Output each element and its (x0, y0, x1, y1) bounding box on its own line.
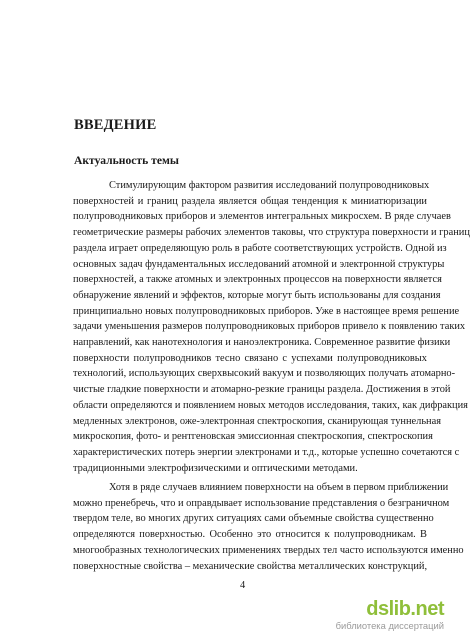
text-line: определяются поверхностью. Особенно это относится к полупроводникам. В (73, 529, 427, 541)
text-line: можно пренебречь, что и оправдывает использование представления о безграничном (73, 497, 450, 509)
text-line: полупроводниковых приборов и элементов интегральных микросхем. В ряде случаев (73, 211, 451, 223)
subsection-heading: Актуальность темы (74, 154, 179, 167)
text-line: области определяются и появлением новых методов исследования, таких, как дифракция (73, 399, 468, 411)
text-line: задачи уменьшения размеров полупроводниковых приборов привело к появлению таких (73, 321, 466, 333)
text-line: Стимулирующим фактором развития исследований полупроводниковых (109, 180, 430, 191)
text-line: поверхностные свойства – механические свойства металлических конструкций, (73, 560, 428, 572)
text-line: геометрические размеры рабочих элементов таковы, что структура поверхности и границ (73, 227, 470, 239)
text-line: поверхностей и границ раздела является общая тенденция к миниатюризации (73, 195, 427, 207)
page-number: 4 (240, 580, 246, 591)
watermark-logo: dslib.net (366, 598, 444, 620)
text-line: обнаружение явлений и эффектов, которые могут быть использованы для создания (73, 289, 441, 301)
text-line: поверхностей, а также атомных и электронных процессов на поверхности является (73, 274, 442, 286)
text-line: микроскопия, фото- и рентгеновская эмиссионная спектроскопия, спектроскопия (73, 431, 433, 443)
text-line: чистые гладкие поверхности и атомарно-резкие границы раздела. Достижения в этой (73, 384, 451, 396)
section-heading: ВВЕДЕНИЕ (74, 117, 157, 133)
text-line: основных задач фундаментальных исследований атомной и электронной структуры (73, 258, 445, 270)
watermark[interactable] (324, 598, 444, 632)
text-line: технологий, использующих сверхвысокий вакуум и позволяющих получать атомарно- (73, 368, 456, 380)
text-line: твердом теле, во многих других ситуациях сами объемные свойства существенно (73, 513, 434, 525)
text-line: принципиально новых полупроводниковых приборов. Уже в настоящее время решение (73, 305, 460, 317)
text-line: раздела играет определяющую роль в работе соответствующих устройств. Одной из (73, 242, 447, 254)
text-line: медленных электронов, оже-электронная спектроскопия, сканирующая туннельная (73, 415, 442, 427)
text-line: характеристических потерь энергии электронами и т.д., которые успешно сочетаются с (73, 446, 460, 458)
text-line: традиционными электрофизическими и оптическими методами. (73, 462, 358, 474)
text-line: направлений, как нанотехнология и наноэлектроника. Современное развитие физики (73, 337, 451, 348)
text-line: многообразных технологических применениях твердых тел часто используются именно (73, 544, 464, 556)
text-line: Хотя в ряде случаев влиянием поверхности на объем в первом приближении (109, 482, 449, 493)
text-line: поверхности полупроводников тесно связано с успехами полупроводниковых (73, 352, 427, 364)
watermark-subtitle: библиотека диссертаций (335, 620, 444, 631)
